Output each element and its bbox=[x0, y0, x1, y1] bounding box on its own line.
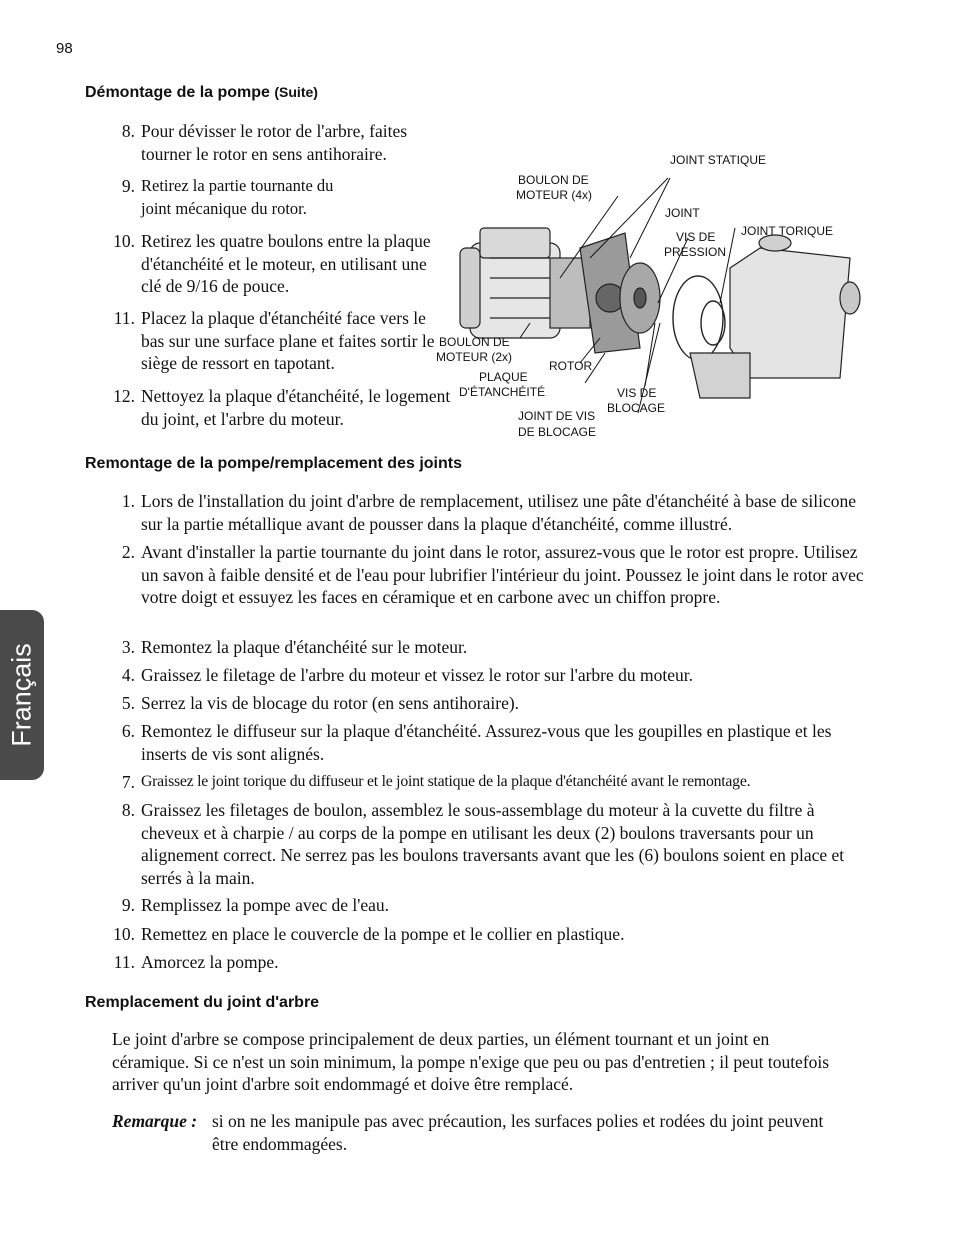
o-ring-drawing bbox=[673, 276, 725, 360]
label-vis-blocage-line2: BLOCAGE bbox=[607, 401, 666, 415]
page-number: 98 bbox=[56, 40, 73, 57]
note-label: Remarque : bbox=[112, 1111, 198, 1131]
section-title-demontage: Démontage de la pompe (Suite) bbox=[85, 84, 318, 101]
label-plaque-line1: PLAQUE bbox=[479, 370, 528, 384]
pump-body-drawing bbox=[690, 235, 860, 398]
section-title-remontage: Remontage de la pompe/remplacement des joints bbox=[85, 455, 462, 472]
motor-drawing bbox=[460, 228, 590, 338]
label-boulon-moteur-2x-line2: MOTEUR (2x) bbox=[436, 350, 512, 364]
label-boulon-moteur-2x-line1: BOULON DE bbox=[439, 335, 510, 349]
language-tab bbox=[0, 610, 44, 780]
label-boulon-moteur-4x-line2: MOTEUR (4x) bbox=[516, 188, 592, 202]
label-rotor: ROTOR bbox=[549, 359, 593, 373]
label-plaque-line2: D'ÉTANCHÉITÉ bbox=[459, 385, 546, 399]
label-joint-torique: JOINT TORIQUE bbox=[741, 224, 834, 238]
note-text: si on ne les manipule pas avec précaution, les surfaces polies et rodées du joint peuvent être endommagées. bbox=[212, 1111, 824, 1154]
intro-paragraph: Le joint d'arbre se compose principalement de deux parties, un élément tournant et un joint en céramique. Si ce n'est un soin minimum, la pompe n'exige que peu ou pas d'entretien ; il peut toutefois arriver qu'un joint d'arbre soit endommagé et doive être remplacé. bbox=[112, 1029, 830, 1094]
impeller-drawing bbox=[620, 263, 660, 333]
label-joint-statique: JOINT STATIQUE bbox=[670, 153, 767, 167]
label-boulon-moteur-4x-line1: BOULON DE bbox=[518, 173, 589, 187]
label-joint-vis-line1: JOINT DE VIS bbox=[518, 409, 596, 423]
label-vis-pression-line2: PRESSION bbox=[664, 245, 727, 259]
section-title-remplacement: Remplacement du joint d'arbre bbox=[85, 994, 320, 1011]
pump-exploded-diagram bbox=[430, 148, 890, 448]
language-tab-label: Français bbox=[6, 643, 37, 747]
label-vis-pression-line1: VIS DE bbox=[676, 230, 716, 244]
label-vis-blocage-line1: VIS DE bbox=[617, 386, 657, 400]
label-joint: JOINT bbox=[665, 206, 700, 220]
label-joint-vis-line2: DE BLOCAGE bbox=[518, 425, 597, 439]
